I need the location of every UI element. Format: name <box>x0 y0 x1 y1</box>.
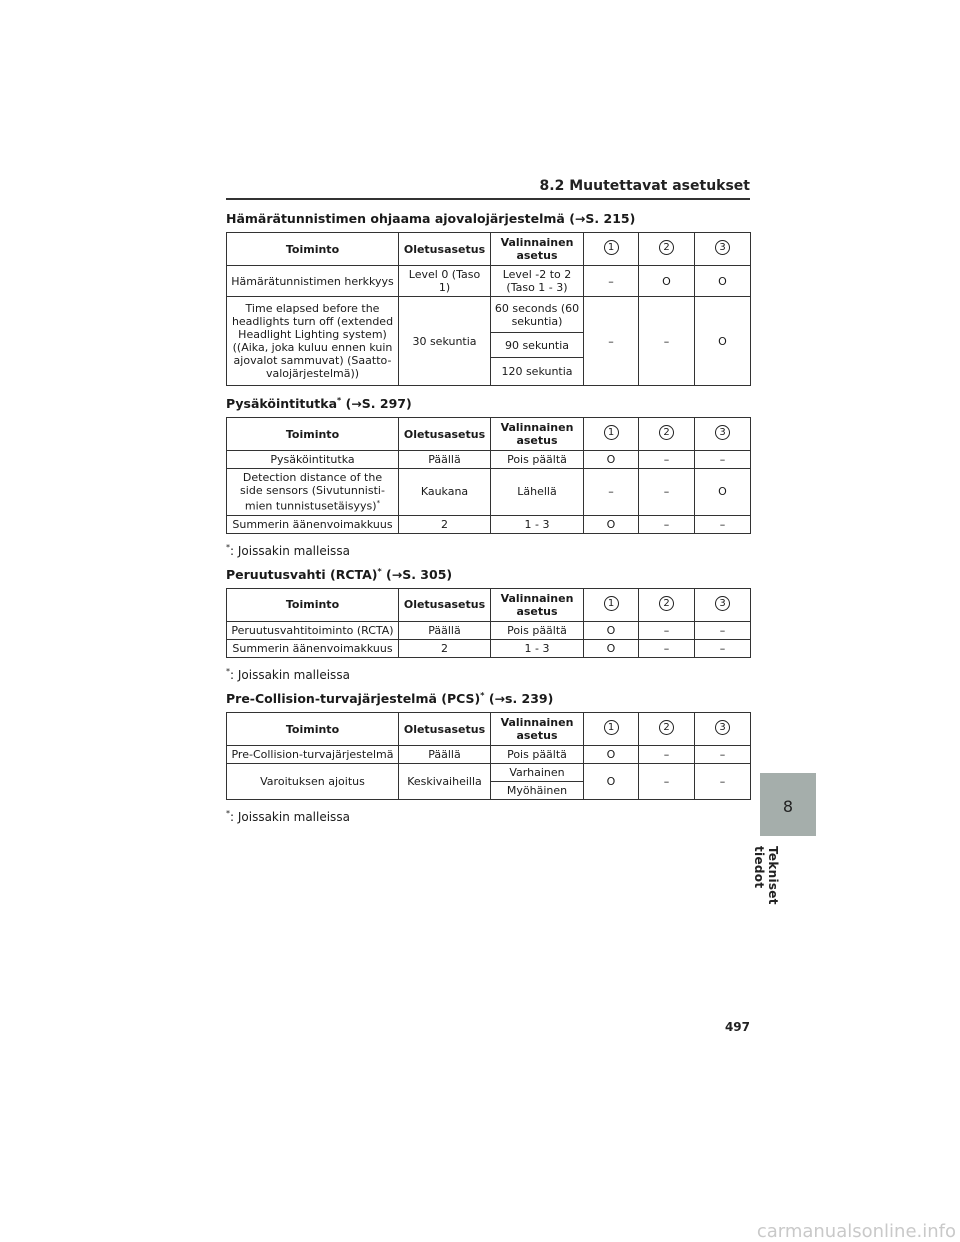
col-header-valinnainen: Valinnainen asetus <box>491 418 584 451</box>
cell-oletus: 2 <box>399 515 491 533</box>
cell-oletus: 30 sekuntia <box>399 297 491 386</box>
cell-valinnainen-option: 120 sekuntia <box>491 358 584 386</box>
footnote: *: Joissakin malleissa <box>226 542 350 558</box>
col-header-toiminto: Toiminto <box>227 713 399 746</box>
col-header-2 <box>639 233 695 266</box>
cell-c2: – <box>639 469 695 516</box>
cell-c3: O <box>695 297 751 386</box>
settings-table-peruutusvahti <box>226 588 751 658</box>
section-title-pcs: Pre-Collision-turvajärjestelmä (PCS)* (→s. 239) <box>226 690 554 707</box>
cell-c1: O <box>584 746 639 764</box>
cell-toiminto: Pre-Collision-turvajärjestelmä <box>227 746 399 764</box>
cell-c1: O <box>584 515 639 533</box>
table-row <box>227 266 751 297</box>
col-header-toiminto: Toiminto <box>227 418 399 451</box>
cell-toiminto: Varoituksen ajoitus <box>227 764 399 800</box>
circled-number-3: 3 <box>715 240 730 255</box>
table-row <box>227 764 751 782</box>
cell-c2: – <box>639 764 695 800</box>
col-header-oletusasetus: Oletusasetus <box>399 588 491 621</box>
cell-oletus: Päällä <box>399 746 491 764</box>
col-header-valinnainen: Valinnainen asetus <box>491 588 584 621</box>
circled-number-3: 3 <box>715 425 730 440</box>
cell-toiminto: Time elapsed before the headlights turn off (extended Headlight Lighting system) ((Aika, joka kuluu ennen kuin ajovalot sammuvat) (Saatto-valojärjestelmä)) <box>227 297 399 386</box>
section-title-text: Peruutusvahti (RCTA) <box>226 566 378 582</box>
cell-valinnainen: 1 - 3 <box>491 639 584 657</box>
cell-c1: O <box>584 451 639 469</box>
cell-c1: – <box>584 469 639 516</box>
cell-toiminto: Hämärätunnistimen herkkyys <box>227 266 399 297</box>
cell-oletus: Päällä <box>399 451 491 469</box>
chapter-number: 8 <box>782 797 794 816</box>
cell-c2: O <box>639 266 695 297</box>
col-header-3 <box>695 588 751 621</box>
cell-valinnainen-option: Myöhäinen <box>491 782 584 800</box>
circled-number-1: 1 <box>604 596 619 611</box>
cell-oletus: Keskivaiheilla <box>399 764 491 800</box>
cell-c2: – <box>639 451 695 469</box>
cell-valinnainen: Level -2 to 2 (Taso 1 - 3) <box>491 266 584 297</box>
section-title-text: Pre-Collision-turvajärjestelmä (PCS) <box>226 691 481 707</box>
cell-c1: O <box>584 639 639 657</box>
section-title-hamaratunnistin: Hämärätunnistimen ohjaama ajovalojärjestelmä (→S. 215) <box>226 211 636 226</box>
settings-table-hamaratunnistin <box>226 232 751 386</box>
section-page-ref: (→s. 239) <box>488 691 554 707</box>
cell-c1: O <box>584 764 639 800</box>
cell-valinnainen: Pois päältä <box>491 746 584 764</box>
footnote-text: : Joissakin malleissa <box>230 810 350 825</box>
cell-c3: O <box>695 469 751 516</box>
cell-c3: – <box>695 515 751 533</box>
cell-valinnainen-option: Varhainen <box>491 764 584 782</box>
cell-valinnainen-option: 90 sekuntia <box>491 333 584 358</box>
col-header-3 <box>695 713 751 746</box>
cell-valinnainen-option: 60 seconds (60 sekuntia) <box>491 297 584 333</box>
circled-number-3: 3 <box>715 596 730 611</box>
section-title-peruutusvahti: Peruutusvahti (RCTA)* (→S. 305) <box>226 566 453 582</box>
section-title-text: Pysäköintitutka <box>226 396 338 412</box>
cell-c2: – <box>639 746 695 764</box>
col-header-2 <box>639 713 695 746</box>
table-row <box>227 746 751 764</box>
col-header-1 <box>584 713 639 746</box>
chapter-label: Tekniset tiedot <box>752 846 780 905</box>
settings-table-pysakointitutka <box>226 417 751 534</box>
header-rule <box>226 198 750 200</box>
settings-table-pcs <box>226 712 751 800</box>
table-row <box>227 515 751 533</box>
cell-toiminto: Peruutusvahtitoiminto (RCTA) <box>227 621 399 639</box>
cell-c1: – <box>584 297 639 386</box>
footnote-text: : Joissakin malleissa <box>230 543 350 558</box>
circled-number-2: 2 <box>659 425 674 440</box>
circled-number-1: 1 <box>604 425 619 440</box>
cell-c2: – <box>639 515 695 533</box>
cell-toiminto: Pysäköintitutka <box>227 451 399 469</box>
cell-c3: – <box>695 764 751 800</box>
cell-valinnainen: Lähellä <box>491 469 584 516</box>
cell-oletus: Kaukana <box>399 469 491 516</box>
col-header-1 <box>584 418 639 451</box>
cell-valinnainen: Pois päältä <box>491 621 584 639</box>
circled-number-3: 3 <box>715 720 730 735</box>
col-header-oletusasetus: Oletusasetus <box>399 713 491 746</box>
table-row <box>227 451 751 469</box>
chapter-side-tab <box>760 773 816 836</box>
table-row <box>227 297 751 333</box>
col-header-3 <box>695 233 751 266</box>
col-header-valinnainen: Valinnainen asetus <box>491 713 584 746</box>
chapter-header-title: 8.2 Muutettavat asetukset <box>539 178 750 194</box>
col-header-toiminto: Toiminto <box>227 588 399 621</box>
col-header-oletusasetus: Oletusasetus <box>399 233 491 266</box>
cell-toiminto: Detection distance of the side sensors (Sivutunnisti-mien tunnistusetäisyys)* <box>227 469 399 516</box>
footnote: *: Joissakin malleissa <box>226 809 350 825</box>
circled-number-1: 1 <box>604 240 619 255</box>
col-header-1 <box>584 588 639 621</box>
cell-toiminto: Summerin äänenvoimakkuus <box>227 639 399 657</box>
section-page-ref: (→S. 297) <box>345 396 412 412</box>
watermark: carmanualsonline.info <box>756 1221 956 1242</box>
cell-toiminto-text: Detection distance of the side sensors (Sivutunnisti-mien tunnistusetäisyys) <box>240 471 385 513</box>
cell-c3: – <box>695 621 751 639</box>
col-header-3 <box>695 418 751 451</box>
cell-c1: O <box>584 621 639 639</box>
col-header-toiminto: Toiminto <box>227 233 399 266</box>
col-header-1 <box>584 233 639 266</box>
footnote-text: : Joissakin malleissa <box>230 667 350 682</box>
cell-oletus: Päällä <box>399 621 491 639</box>
col-header-oletusasetus: Oletusasetus <box>399 418 491 451</box>
cell-c1: – <box>584 266 639 297</box>
section-page-ref: (→S. 305) <box>386 566 453 582</box>
section-title-pysakointitutka: Pysäköintitutka* (→S. 297) <box>226 396 412 412</box>
col-header-valinnainen: Valinnainen asetus <box>491 233 584 266</box>
cell-c2: – <box>639 297 695 386</box>
table-row <box>227 469 751 516</box>
cell-valinnainen: 1 - 3 <box>491 515 584 533</box>
page-number: 497 <box>724 1020 750 1034</box>
cell-oletus: Level 0 (Taso 1) <box>399 266 491 297</box>
cell-c2: – <box>639 621 695 639</box>
table-row <box>227 639 751 657</box>
circled-number-2: 2 <box>659 596 674 611</box>
circled-number-2: 2 <box>659 240 674 255</box>
circled-number-1: 1 <box>604 720 619 735</box>
cell-c3: O <box>695 266 751 297</box>
cell-valinnainen: Pois päältä <box>491 451 584 469</box>
page-content <box>226 206 750 829</box>
cell-c3: – <box>695 746 751 764</box>
col-header-2 <box>639 418 695 451</box>
footnote: *: Joissakin malleissa <box>226 666 350 682</box>
cell-oletus: 2 <box>399 639 491 657</box>
col-header-2 <box>639 588 695 621</box>
cell-toiminto: Summerin äänenvoimakkuus <box>227 515 399 533</box>
table-row <box>227 621 751 639</box>
circled-number-2: 2 <box>659 720 674 735</box>
cell-c3: – <box>695 639 751 657</box>
cell-c2: – <box>639 639 695 657</box>
cell-c3: – <box>695 451 751 469</box>
